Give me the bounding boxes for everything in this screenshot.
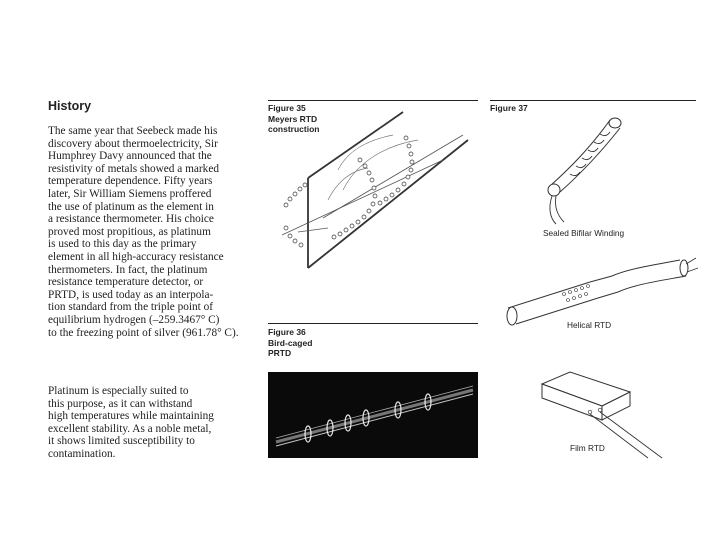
helical-label: Helical RTD [567,320,612,330]
figure-36-rule [268,323,478,324]
text-line: is used to this day as the primary [48,238,197,251]
text-line: The same year that Seebeck made his [48,125,218,137]
text-line: it shows limited susceptibility to [48,435,195,448]
text-line: high temperatures while maintaining [48,410,214,423]
bifilar-label: Sealed Bifilar Winding [543,228,625,238]
text-line: element in all high-accuracy resistance [48,250,224,263]
section-title: History [48,99,92,113]
film-rtd-diagram [538,366,688,466]
text-line: later, Sir William Siemens proffered [48,187,212,200]
text-line: proved most propitious, as platinum [48,225,211,238]
caption-line: Figure 37 [490,103,528,113]
text-line: Humphrey Davy announced that the [48,150,212,163]
bifilar-winding-diagram [530,108,630,228]
figure-36-caption [268,327,312,359]
text-line: PRTD, is used today as an interpola- [48,288,214,301]
text-line: equilibrium hydrogen (–259.3467° C) [48,313,220,326]
text-line: resistivity of metals showed a marked [48,162,219,175]
history-paragraph-1 [48,125,258,339]
history-paragraph-2 [48,385,258,461]
text-line: to the freezing point of silver (961.78° C). [48,326,239,339]
text-line: temperature dependence. Fifty years [48,175,213,188]
text-line: discovery about thermoelectricity, Sir [48,137,218,150]
text-line: tion standard from the triple point of [48,301,214,314]
caption-line: Bird-caged [268,337,313,348]
caption-line: Meyers RTD [268,113,318,124]
text-line: resistance temperature detector, or [48,276,204,289]
text-line: this purpose, as it can withstand [48,397,193,410]
caption-line: construction [268,124,320,134]
caption-line: Figure 36 [268,327,306,337]
helical-rtd-diagram [500,250,700,330]
text-line: excellent stability. As a noble metal, [48,422,212,435]
text-line: thermometers. In fact, the platinum [48,263,208,276]
figure-37-rule [490,100,696,101]
caption-line: Figure 35 [268,103,306,113]
figure-37-caption [490,103,528,114]
meyers-rtd-diagram [268,100,480,270]
text-line: Platinum is especially suited to [48,385,189,397]
caption-line: PRTD [268,348,292,358]
text-line: a resistance thermometer. His choice [48,213,214,226]
text-line: contamination. [48,447,116,460]
film-label: Film RTD [570,443,605,453]
bird-caged-prtd-photo [268,372,478,458]
text-line: the use of platinum as the element in [48,200,214,213]
